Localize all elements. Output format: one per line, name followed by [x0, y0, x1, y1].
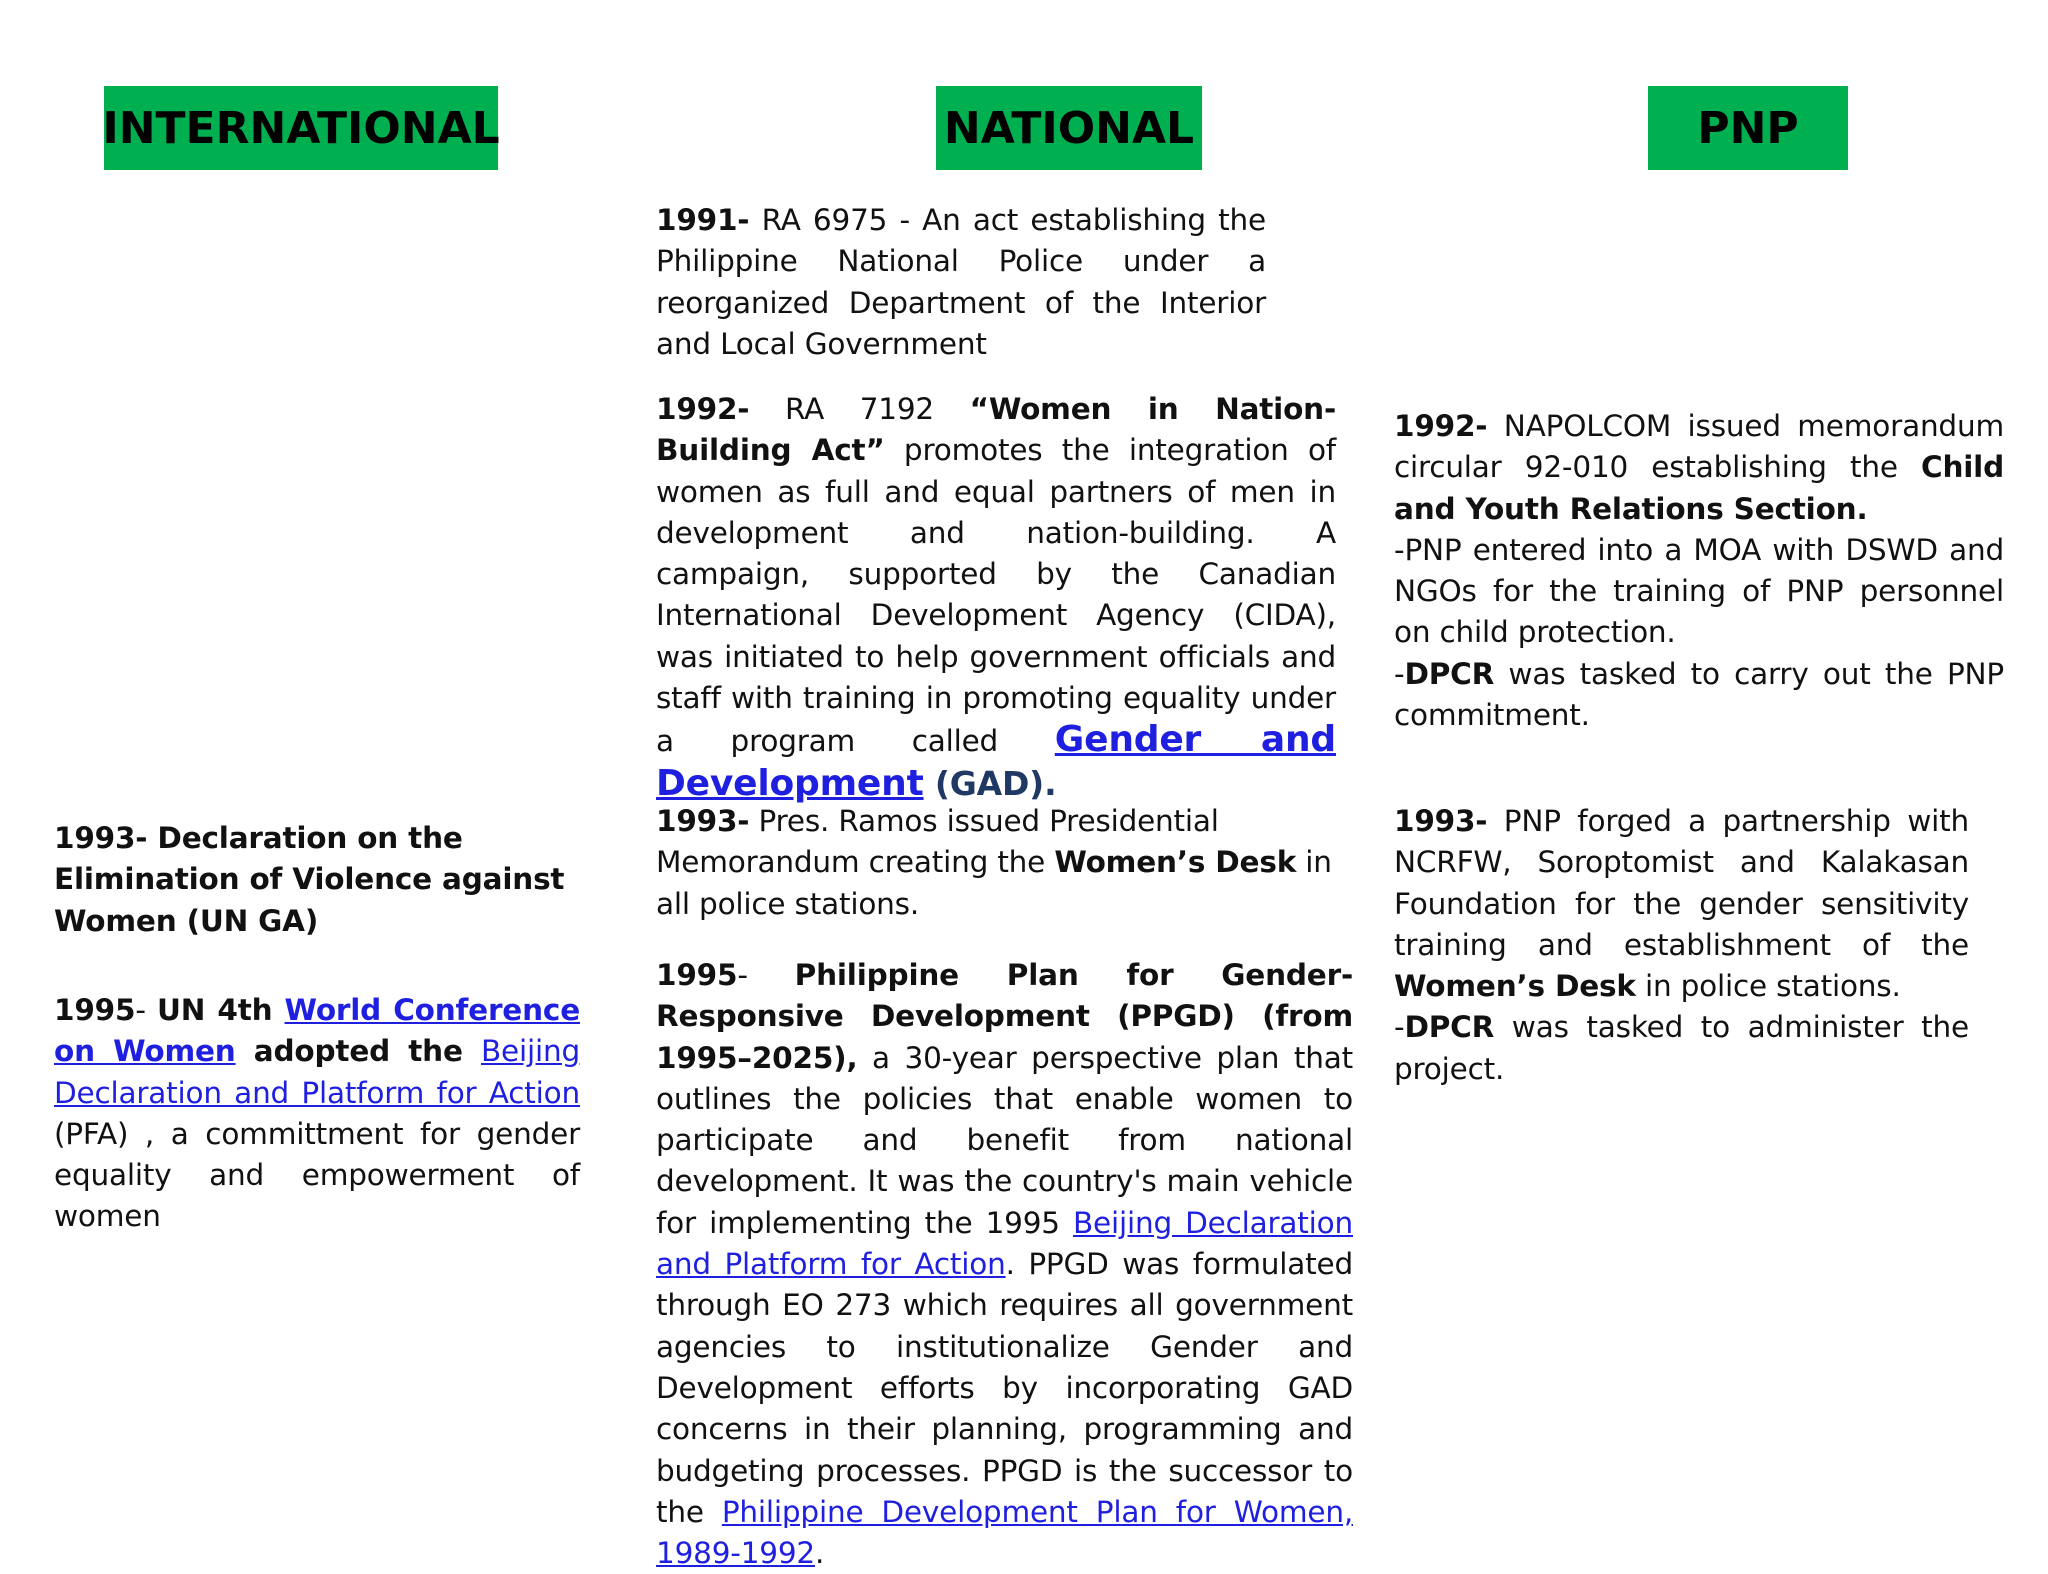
entry-text: promotes the integration of women as full and equal partners of men in development and nation-building. A campaign, supported by the Canadian International Development Agency (CIDA), was initiated to help government officials and staff with training in promoting equality under a program called: [656, 433, 1336, 759]
cyrs-label: Child and Youth Relations Section.: [1394, 450, 2004, 526]
year-label: 1991-: [656, 203, 750, 237]
dash: -: [1394, 1010, 1405, 1045]
womens-desk-label: Women’s Desk: [1054, 845, 1297, 880]
pnp-1992-line-3: [1394, 654, 2004, 737]
dpcr-label: DPCR: [1404, 1010, 1495, 1045]
national-entry-1992: [656, 389, 1336, 806]
beijing-declaration-link[interactable]: Beijing Declaration and Platform for Action: [54, 1034, 580, 1110]
pnp-entry-1992: [1394, 406, 2004, 736]
entry-text: PNP forged a partnership with NCRFW, Soroptomist and Kalakasan Foundation for the gender sensitivity training and establishment of the: [1394, 804, 1969, 962]
year-label: 1992-: [1394, 409, 1488, 443]
entry-text-2: . PPGD was formulated through EO 273 which requires all government agencies to institutionalize Gender and Development efforts by incorporating GAD concerns in their planning, programming and budgeting processes. PPGD is the successor to the: [656, 1247, 1353, 1529]
year-label: 1995: [656, 958, 738, 992]
period: .: [815, 1536, 825, 1571]
header-international: INTERNATIONAL: [104, 86, 498, 170]
national-entry-1991: [656, 200, 1266, 365]
dash: -: [737, 958, 795, 992]
world-conference-link[interactable]: World Conference on Women: [54, 993, 580, 1069]
ra-text: RA 7192: [749, 392, 970, 426]
national-entry-1993: [656, 801, 1356, 925]
pfa-text: (PFA) , a committment for gender equality and empowerment of women: [54, 1116, 580, 1234]
header-pnp: PNP: [1648, 86, 1848, 170]
entry-text: a 30-year perspective plan that outlines the policies that enable women to participate and benefit from national development. It was the country's main vehicle for implementing the 1995: [656, 1040, 1353, 1240]
beijing-declaration-link[interactable]: Beijing Declaration and Platform for Action: [656, 1205, 1353, 1282]
pnp-1993-line-2: [1394, 1007, 1969, 1090]
national-entry-1995: [656, 955, 1353, 1574]
year-label: 1995: [54, 993, 136, 1027]
dash: -: [1394, 656, 1405, 691]
womens-desk-label: Women’s Desk: [1394, 969, 1636, 1004]
philippine-development-plan-link[interactable]: Philippine Development Plan for Women, 1989-1992: [656, 1494, 1353, 1571]
act-title: “Women in Nation-Building Act”: [656, 392, 1337, 468]
pnp-1992-line-2: -PNP entered into a MOA with DSWD and NGOs for the training of PNP personnel on child protection.: [1394, 532, 2004, 650]
international-entry-1995: [54, 990, 580, 1238]
year-label: 1992-: [656, 392, 750, 426]
pnp-1992-line-1: [1394, 406, 2004, 530]
entry-text: was tasked to carry out the PNP commitment.: [1394, 656, 2004, 733]
ppgd-title: Philippine Plan for Gender-Responsive Development (PPGD) (from 1995–2025),: [656, 958, 1354, 1075]
entry-text-end: in all police stations.: [656, 845, 1332, 921]
year-label: 1993-: [656, 804, 750, 838]
gender-and-development-link[interactable]: Gender and Development: [656, 719, 1336, 804]
entry-text: NAPOLCOM issued memorandum circular 92-010 establishing the: [1394, 409, 2004, 485]
entry-text: was tasked to administer the project.: [1394, 1010, 1969, 1086]
gad-label: (GAD).: [923, 763, 1057, 803]
un4th-label: UN 4th: [157, 993, 285, 1027]
dpcr-label: DPCR: [1404, 656, 1495, 691]
international-entry-1993: 1993- Declaration on the Elimination of Violence against Women (UN GA): [54, 821, 565, 938]
pnp-1993-line-1: [1394, 801, 1969, 1007]
entry-text: RA 6975 - An act establishing the Philippine National Police under a reorganized Department of the Interior and Local Government: [656, 203, 1266, 361]
dash: -: [135, 993, 157, 1027]
pnp-entry-1993: [1394, 801, 1969, 1090]
entry-text-end: in police stations.: [1635, 969, 1901, 1004]
year-label: 1993-: [1394, 804, 1488, 838]
entry-text: Pres. Ramos issued Presidential Memorandum creating the: [656, 804, 1219, 880]
adopted-text: adopted the: [235, 1034, 481, 1069]
header-national: NATIONAL: [936, 86, 1202, 170]
